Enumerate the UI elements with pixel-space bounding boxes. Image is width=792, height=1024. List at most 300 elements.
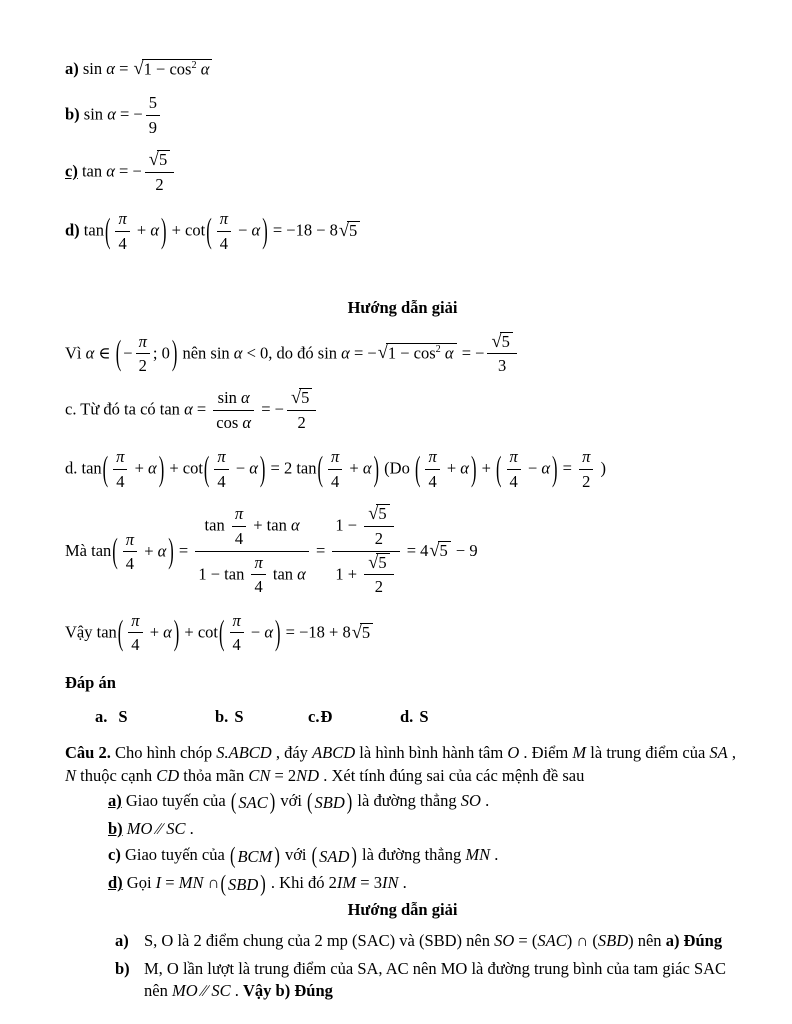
fraction-denominator [328, 470, 342, 492]
math-italic-run: α [148, 458, 157, 478]
right-paren: ) [373, 448, 380, 489]
fraction-numerator [579, 446, 593, 469]
text-run: + cot [180, 622, 219, 642]
fraction-denominator [128, 633, 142, 655]
text-run: với [280, 845, 311, 865]
right-paren: ) [262, 210, 268, 251]
right-paren: ) [168, 530, 174, 571]
square-root [378, 343, 457, 363]
text-run: cos [216, 412, 243, 432]
left-paren: ( [219, 612, 225, 653]
fraction [251, 552, 265, 598]
text-run: 4 [428, 471, 437, 491]
math-italic-run: α [107, 105, 116, 125]
text-run: 4 [509, 471, 518, 491]
fraction [214, 446, 228, 492]
math-italic-run: π [582, 447, 591, 467]
text-run: S, O là 2 điểm chung của 2 mp (SAC) và (SBD) nên [144, 930, 495, 950]
text-run: 1 + [335, 564, 362, 584]
fraction [115, 208, 129, 254]
math-italic-run: SA [709, 743, 728, 763]
text-run: = −18 + 8 [281, 622, 351, 642]
math-italic-run: I [155, 873, 162, 893]
bold-run: Vậy b) Đúng [243, 981, 333, 1001]
text-run: Giao tuyến của [120, 845, 229, 865]
math-italic-run: SO [494, 930, 515, 950]
math-italic-run: α [297, 564, 306, 584]
fraction [123, 529, 137, 575]
math-italic-run: O [507, 743, 520, 763]
square-root [368, 553, 389, 573]
text-run: ∈ [94, 343, 115, 363]
fraction-numerator [328, 446, 342, 469]
text-run: 1 − [335, 515, 362, 535]
paren-group [103, 447, 165, 493]
text-run: d. tan [65, 458, 102, 478]
math-italic-run: α [251, 220, 261, 240]
fraction-numerator [195, 504, 308, 552]
text-run: . [480, 791, 490, 811]
math-italic-run: α [106, 162, 115, 182]
text-run: − 9 [451, 541, 478, 561]
left-paren: ( [102, 448, 109, 489]
text-run: 5 [501, 331, 510, 351]
right-paren: ) [171, 332, 178, 373]
text-run: 5 [148, 93, 157, 113]
math-italic-run: α [233, 343, 243, 363]
text-run: − [233, 220, 252, 240]
text-run: + [140, 541, 158, 561]
text-run: . [490, 845, 499, 865]
text-run: 5 [301, 388, 310, 408]
text-run: + cot [167, 220, 206, 240]
text-run: = [174, 541, 193, 561]
paren-group [204, 447, 266, 493]
math-italic-run: π [234, 504, 244, 524]
fraction-denominator [217, 232, 231, 254]
text-run: 9 [148, 117, 157, 137]
text-run: là đường thẳng [353, 791, 461, 811]
text-run: 3 [498, 355, 507, 375]
q1-solution-line-c [65, 388, 740, 434]
right-paren: ) [173, 612, 180, 653]
q1-option-c [65, 150, 740, 196]
math-italic-run: π [509, 447, 518, 467]
right-paren: ) [552, 448, 558, 489]
paren-group [220, 870, 266, 897]
text-run: 5 [349, 220, 358, 240]
bold-underline-label: a) [108, 791, 122, 811]
math-italic-run: ABCD [312, 743, 356, 763]
fraction [232, 503, 246, 549]
paren-group [105, 209, 167, 255]
text-run: 4 [116, 471, 125, 491]
math-italic-run: M [572, 743, 587, 763]
fraction [217, 208, 231, 254]
right-paren: ) [260, 870, 266, 897]
fraction-denominator [136, 354, 150, 376]
q1-answer-heading: Đáp án [65, 672, 116, 692]
radical-icon: √ [377, 342, 388, 363]
q1-answer-d-label: d. [400, 707, 414, 727]
fraction [579, 446, 593, 492]
text-run: ; 0 [152, 343, 170, 363]
text-run: 4 [234, 528, 244, 548]
q1-solution-heading: Hướng dẫn giải [347, 298, 458, 318]
text-run: = − [115, 105, 143, 125]
fraction [113, 446, 127, 492]
text-run: + [442, 458, 461, 478]
fraction-numerator [332, 504, 399, 552]
q1-answer-c-value: Đ [320, 707, 333, 727]
paren-content [235, 846, 274, 867]
superscript: 2 [191, 59, 197, 71]
left-paren: ( [307, 787, 313, 815]
fraction-numerator [364, 503, 393, 526]
q1-solution-line-vay [65, 611, 740, 657]
radical-icon: √ [290, 387, 302, 408]
radicand [157, 150, 170, 170]
paren-group [307, 787, 353, 815]
q1-answer-c-label: c. [308, 707, 320, 727]
text-run: + [345, 458, 363, 478]
left-paren: ( [414, 448, 421, 489]
radicand [299, 388, 312, 408]
bold-run: b) [65, 105, 84, 125]
radical-icon: √ [491, 330, 502, 351]
text-run: (Do [380, 458, 414, 478]
math-italic-run: π [428, 447, 437, 467]
text-run: = − [457, 343, 485, 363]
math-italic-run: α [541, 458, 551, 478]
text-run: 1 − cos [387, 343, 436, 363]
fraction [328, 446, 342, 492]
q2-solution-a [115, 930, 740, 953]
math-italic-run: π [232, 610, 241, 630]
radical-icon: √ [351, 621, 362, 642]
square-root [149, 150, 170, 170]
text-run: + [132, 220, 151, 240]
text-run: Mà tan [65, 541, 112, 561]
fraction-numerator [115, 208, 129, 231]
text-run: là trung điểm của [586, 743, 710, 763]
fraction-denominator [113, 470, 127, 492]
text-run: . [185, 819, 194, 838]
fraction [230, 610, 244, 656]
left-paren: ( [311, 842, 318, 869]
radicand [376, 504, 389, 524]
fraction-denominator [214, 470, 228, 492]
fraction-numerator [136, 331, 150, 354]
math-italic-run: CD [156, 765, 180, 785]
math-italic-run: S.ABCD [216, 743, 272, 763]
paren-content [121, 332, 172, 378]
right-paren: ) [259, 448, 266, 489]
text-run: + [145, 622, 164, 642]
text-run: = [311, 541, 330, 561]
right-paren: ) [351, 842, 357, 869]
left-paren: ( [230, 787, 237, 815]
math-italic-run: π [125, 529, 135, 549]
math-italic-run: α [264, 622, 274, 642]
fraction-denominator [123, 552, 137, 574]
radical-icon: √ [148, 149, 159, 170]
text-run: 2 [374, 577, 384, 597]
fraction [487, 331, 516, 377]
q1-answers-row [65, 706, 740, 730]
text-run: 4 [254, 577, 263, 597]
fraction-denominator [364, 527, 393, 549]
left-paren: ( [117, 612, 124, 653]
math-italic-run: α [290, 515, 300, 535]
text-run: 5 [378, 553, 387, 572]
paren-group [318, 447, 380, 493]
radical-icon: √ [368, 552, 379, 572]
text-run: Vậy tan [65, 622, 117, 642]
fraction-numerator [213, 387, 254, 410]
text-run: = [114, 59, 133, 78]
square-root [134, 59, 213, 79]
text-run: = ( [514, 930, 538, 950]
right-paren: ) [275, 612, 281, 653]
text-run: thỏa mãn [179, 765, 249, 785]
fraction [146, 92, 160, 138]
text-run: = − [349, 343, 377, 363]
bold-underline-label: d) [108, 873, 123, 893]
radicand [360, 623, 373, 643]
q1-answer-b-label: b. [215, 707, 229, 727]
math-italic-run: N [65, 765, 77, 785]
radical-icon: √ [429, 540, 440, 561]
fraction [195, 504, 308, 599]
text-run: c. Từ đó ta có tan [65, 400, 185, 420]
paren-content [236, 792, 269, 813]
text-run: − [523, 458, 542, 478]
q2-option-d [108, 872, 740, 895]
text-run: . [230, 981, 244, 1001]
fraction-numerator [113, 446, 127, 469]
fraction-denominator [232, 527, 246, 549]
right-paren: ) [160, 210, 167, 251]
fraction-numerator [364, 552, 393, 575]
text-run: ) nên [628, 930, 666, 950]
fraction-denominator [115, 232, 129, 254]
q1-answer-d [400, 706, 429, 727]
text-run: − [123, 343, 133, 363]
text-run: = 2 tan [266, 458, 317, 478]
text-run: 5 [361, 622, 371, 642]
math-italic-run: α [440, 343, 454, 363]
paren-content [212, 209, 263, 255]
math-italic-run: α [362, 458, 372, 478]
math-italic-run: CN [248, 765, 271, 785]
text-run: là hình bình hành tâm [355, 743, 508, 763]
fraction-denominator [146, 116, 160, 138]
q1-option-a [65, 58, 740, 79]
q1-solution-line-d [65, 447, 740, 493]
math-italic-run: α [85, 343, 95, 363]
text-run: 4 [219, 233, 228, 253]
math-italic-run: α [241, 388, 250, 408]
text-run: , [727, 743, 737, 763]
fraction [364, 503, 393, 549]
q2-option-a [108, 787, 740, 815]
text-run: = [192, 400, 211, 420]
q2-option-c [108, 844, 740, 867]
text-run: nên sin [178, 343, 234, 363]
bold-run: c) [108, 845, 121, 865]
text-run: . [398, 873, 407, 893]
left-paren: ( [104, 210, 111, 251]
text-run: 4 [232, 635, 241, 655]
text-run: 4 [125, 554, 135, 573]
radicand [142, 59, 213, 79]
fraction [136, 331, 150, 377]
text-run: sin [83, 105, 108, 125]
math-italic-run: π [254, 553, 263, 572]
fraction-denominator [364, 575, 393, 597]
fraction [425, 446, 439, 492]
right-paren: ) [269, 787, 276, 815]
q2-option-b [108, 818, 740, 839]
radicand [376, 553, 389, 573]
text-run: 1 − cos [143, 59, 192, 78]
text-run: + [477, 458, 496, 478]
q1-answer-c [308, 706, 332, 727]
text-run: ) [596, 458, 607, 478]
text-run: Cho hình chóp [110, 743, 217, 763]
text-run: 2 [582, 471, 591, 491]
text-run: sin [217, 388, 242, 408]
text-run: . Điểm [519, 743, 573, 763]
text-run: + tan [249, 515, 291, 535]
text-run: < 0, do đó sin [242, 343, 342, 363]
fraction-numerator [123, 529, 137, 552]
fraction-numerator [214, 446, 228, 469]
text-run: − [231, 458, 250, 478]
math-italic-run: SAD [319, 846, 350, 866]
text-run: = [558, 458, 577, 478]
bold-run: a) Đúng [665, 930, 723, 950]
text-run: 2 [374, 528, 384, 548]
paren-group [230, 787, 276, 815]
text-run: = 2 [270, 765, 297, 785]
fraction [364, 552, 393, 598]
right-paren: ) [470, 448, 477, 489]
math-italic-run: α [163, 622, 172, 642]
text-run: = 3 [356, 873, 382, 893]
text-run: 4 [118, 233, 127, 253]
q2-solution-b-text [144, 958, 740, 1004]
fraction-denominator [332, 552, 399, 599]
text-run: = 4 [402, 541, 429, 561]
text-run: Vì [65, 343, 86, 363]
text-run: . Xét tính đúng sai của các mệnh đề sau [319, 765, 585, 785]
fraction [332, 504, 399, 599]
text-run: − [246, 622, 265, 642]
square-root [352, 623, 373, 643]
square-root [291, 388, 312, 408]
math-italic-run: MN [465, 845, 491, 865]
math-italic-run: α [184, 400, 193, 420]
math-italic-run: α [196, 59, 210, 78]
math-italic-run: SBD [597, 930, 629, 950]
text-run: thuộc cạnh [76, 765, 157, 785]
q1-solution-line-vi [65, 332, 740, 378]
q1-answer-b [215, 706, 244, 727]
text-run: Giao tuyến của [121, 791, 230, 811]
fraction-denominator [507, 470, 521, 492]
left-paren: ( [496, 448, 502, 489]
fraction-numerator [425, 446, 439, 469]
fraction [287, 387, 316, 433]
text-run: 5 [378, 504, 387, 524]
text-run: 4 [131, 635, 140, 655]
radical-icon: √ [368, 503, 379, 524]
math-italic-run: π [138, 331, 147, 351]
bold-underline-label: b) [108, 819, 123, 838]
paren-content [225, 611, 276, 657]
math-italic-run: IM [336, 873, 357, 893]
q1-solution-line-ma [65, 505, 740, 600]
fraction-denominator [145, 173, 174, 195]
text-run: 1 − tan [198, 564, 249, 584]
text-run: tan [83, 220, 104, 240]
fraction [145, 149, 174, 195]
text-run: ∩ [203, 873, 220, 893]
square-root [368, 504, 389, 524]
paren-content [420, 447, 471, 493]
paren-group [496, 447, 558, 493]
paren-group [112, 530, 174, 576]
radical-icon: √ [338, 219, 350, 240]
text-run: M, O lần lượt là trung điểm của SA, AC nên MO là đường trung bình của tam giác SAC nên [144, 958, 727, 1001]
fraction-numerator [251, 552, 265, 575]
fraction-numerator [128, 610, 142, 633]
text-run: tan [204, 515, 229, 535]
paren-group [311, 842, 357, 869]
math-italic-run: α [460, 458, 469, 478]
paren-content [317, 846, 351, 867]
paren-content [502, 447, 553, 493]
paren-group [206, 209, 268, 255]
left-paren: ( [317, 448, 324, 489]
text-run: tan [77, 162, 107, 182]
fraction [213, 387, 254, 433]
math-italic-run: α [242, 412, 252, 432]
paren-content [313, 792, 347, 813]
text-run: 5 [158, 150, 168, 170]
left-paren: ( [115, 332, 122, 373]
fraction-numerator [145, 149, 174, 172]
math-italic-run: MN [178, 873, 204, 893]
fraction-denominator [487, 354, 516, 376]
bold-underline-label: c) [65, 162, 78, 182]
text-run: = [161, 873, 179, 893]
math-italic-run: π [118, 209, 127, 229]
text-run: 4 [331, 471, 340, 491]
math-italic-run: π [217, 447, 226, 467]
math-italic-run: MO ∕∕ SC [171, 981, 231, 1001]
fraction-numerator [146, 92, 160, 115]
right-paren: ) [274, 842, 280, 869]
left-paren: ( [206, 210, 212, 251]
radicand [347, 221, 360, 241]
text-run: + [130, 458, 149, 478]
radicand [386, 343, 457, 363]
q2-statement [65, 742, 740, 787]
paren-content [110, 209, 161, 255]
